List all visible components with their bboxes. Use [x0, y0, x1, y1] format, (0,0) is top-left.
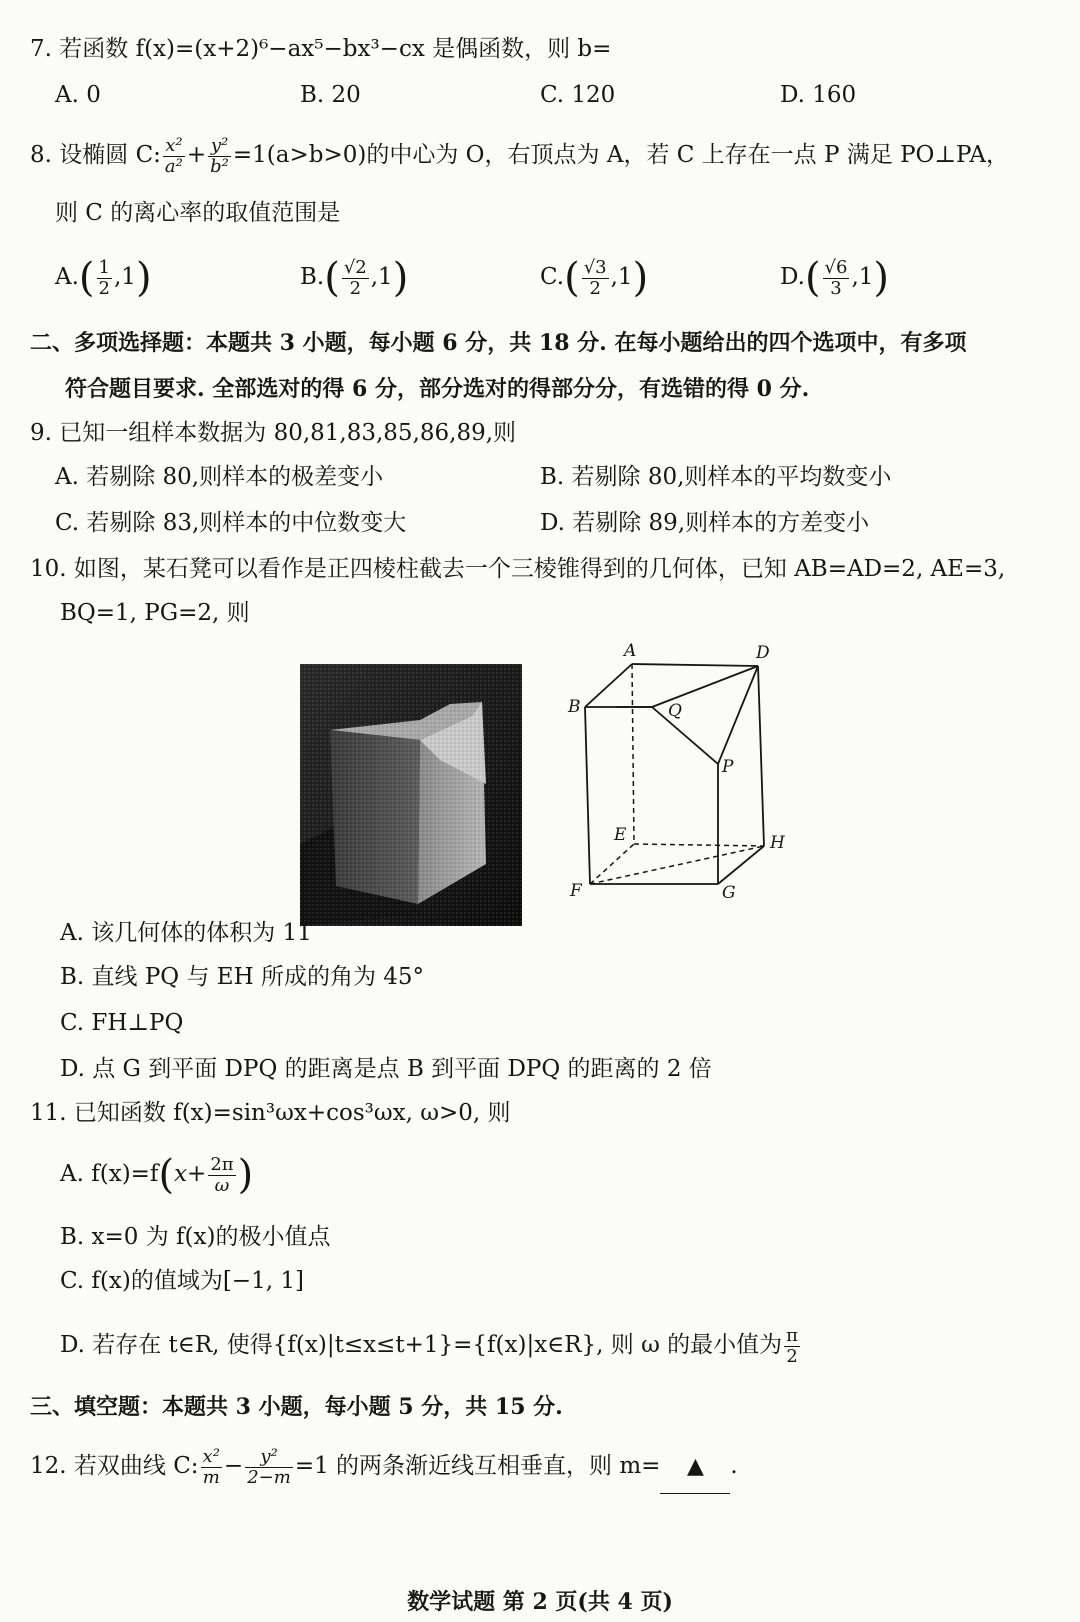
q11-option-b: B. x=0 为 f(x)的极小值点: [60, 1224, 331, 1250]
q10-option-d: D. 点 G 到平面 DPQ 的距离是点 B 到平面 DPQ 的距离的 2 倍: [60, 1056, 712, 1082]
q10-stem-line1: 10. 如图，某石凳可以看作是正四棱柱截去一个三棱锥得到的几何体，已知 AB=AD=2, AE=3,: [30, 556, 1006, 582]
q8-fraction-x: $\frac{\text{x²}}{\text{a²}}$: [164, 134, 183, 177]
edge-B-A-top: [582, 658, 630, 706]
section3-heading: 三、填空题：本题共 3 小题，每小题 5 分，共 15 分.: [30, 1394, 563, 1420]
q10-option-a: A. 该几何体的体积为 11: [60, 920, 312, 946]
edge-QP: [652, 707, 718, 764]
q7-option-b: B. 20: [300, 82, 361, 108]
q11-option-a: A. f(x)=f(x+ $\frac{2\pi}{\omega}$ ): [60, 1152, 254, 1198]
q8-fraction-y: $\frac{\text{y²}}{\text{b²}}$: [210, 134, 229, 177]
q10-option-c: C. FH⊥PQ: [60, 1010, 184, 1036]
q8-option-b: B.( $\frac{√2}{2}$ ,1): [300, 255, 409, 301]
q9-option-b: B. 若剔除 80,则样本的平均数变小: [540, 464, 892, 490]
prism-figure: [568, 641, 820, 930]
q8-option-c: C.( $\frac{√3}{2}$ ,1): [540, 255, 649, 301]
edge-DH: [758, 666, 764, 846]
geometry-diagram: [568, 641, 820, 930]
label-F: F: [570, 881, 582, 901]
q10-stem-line2: BQ=1, PG=2, 则: [60, 600, 250, 626]
label-P: P: [722, 757, 734, 777]
q7-option-a: A. 0: [55, 82, 101, 108]
label-G: G: [722, 883, 736, 903]
edge-EH-hidden: [634, 844, 764, 846]
edge-BA: [585, 664, 632, 707]
q8-option-a: A.( $\frac{1}{2}$ ,1): [55, 255, 152, 301]
q8-number: 8. 设椭圆 C:: [30, 142, 161, 168]
q9-option-c: C. 若剔除 83,则样本的中位数变大: [55, 510, 407, 536]
q7-option-d: D. 160: [780, 82, 857, 108]
page-footer: 数学试题 第 2 页(共 4 页): [407, 1589, 673, 1615]
q12-answer-blank: ▲: [660, 1441, 730, 1494]
edge-AD: [632, 664, 758, 666]
edge-BA: [616, 658, 636, 707]
edge-FE-hidden: [590, 844, 634, 884]
q9-option-a: A. 若剔除 80,则样本的极差变小: [55, 464, 384, 490]
label-D: D: [756, 643, 770, 663]
q8-stem-line1: [30, 132, 1009, 178]
label-A: A: [624, 641, 637, 661]
edge-BF: [585, 707, 590, 884]
q9-option-d: D. 若剔除 89,则样本的方差变小: [540, 510, 870, 536]
edge-FH-hidden: [590, 846, 764, 884]
q9-stem: 9. 已知一组样本数据为 80,81,83,85,86,89,则: [30, 420, 517, 446]
q8-option-d: D.( $\frac{√6}{3}$ ,1): [780, 255, 890, 301]
edge-DP: [718, 666, 758, 764]
label-B: B: [568, 697, 581, 717]
q11-option-c: C. f(x)的值域为[−1, 1]: [60, 1268, 304, 1294]
edge-AE-hidden: [632, 664, 634, 844]
q8-stem-tail: =1(a>b>0)的中心为 O，右顶点为 A，若 C 上存在一点 P 满足 PO⊥PA，: [232, 142, 1010, 168]
q12-stem: 12. 若双曲线 C: $\frac{\text{x²}}{m}$ − $\frac{\text{y²}}{2-m}$ =1 的两条渐近线互相垂直，则 m= ▲ .: [30, 1440, 738, 1494]
q10-option-b: B. 直线 PQ 与 EH 所成的角为 45°: [60, 964, 425, 990]
section2-heading: 二、多项选择题：本题共 3 小题，每小题 6 分，共 18 分. 在每小题给出的四个选项中，有多项: [30, 330, 967, 356]
stone-bench-photo: [300, 664, 522, 926]
q11-option-d: D. 若存在 t∈R, 使得{f(x)|t≤x≤t+1}={f(x)|x∈R}, 则 ω 的最小值为 $\frac{\pi}{2}$: [60, 1324, 798, 1367]
q8-stem-line2: 则 C 的离心率的取值范围是: [55, 200, 341, 226]
stone-bench-illustration: [300, 664, 522, 926]
label-Q: Q: [668, 701, 682, 721]
section2-heading-line2: 符合题目要求. 全部选对的得 6 分，部分选对的得部分分，有选错的得 0 分.: [65, 376, 810, 402]
q8-plus: +: [186, 142, 207, 168]
q7-option-c: C. 120: [540, 82, 616, 108]
q11-stem: 11. 已知函数 f(x)=sin³ωx+cos³ωx, ω>0, 则: [30, 1100, 511, 1126]
label-E: E: [614, 825, 627, 845]
label-H: H: [770, 833, 785, 853]
q7-stem: 7. 若函数 f(x)=(x+2)⁶−ax⁵−bx³−cx 是偶函数，则 b=: [30, 36, 612, 62]
